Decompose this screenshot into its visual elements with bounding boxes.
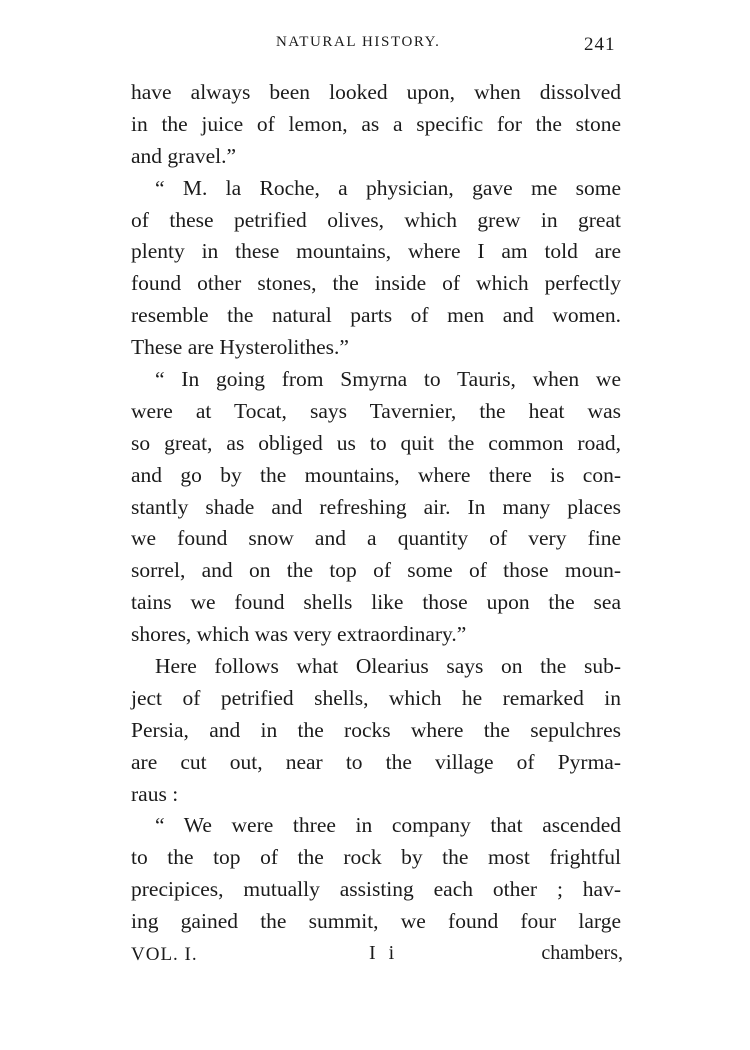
text-line: and gravel.” bbox=[131, 143, 237, 168]
text-line: ject of petrified shells, which he remarked in bbox=[131, 685, 621, 710]
text-line: tains we found shells like those upon the sea bbox=[131, 590, 621, 615]
text-line: resemble the natural parts of men and women. bbox=[131, 303, 621, 328]
text-line: found other stones, the inside of which perfectly bbox=[131, 271, 621, 296]
text-line: ing gained the summit, we found four large bbox=[131, 909, 621, 934]
text-line: These are Hysterolithes.” bbox=[131, 335, 349, 360]
text-line: and go by the mountains, where there is con- bbox=[131, 462, 621, 487]
text-line: Persia, and in the rocks where the sepulchres bbox=[131, 717, 621, 742]
text-line: so great, as obliged us to quit the common road, bbox=[131, 430, 621, 455]
catchword: chambers, bbox=[541, 942, 623, 964]
text-line: raus : bbox=[131, 781, 179, 806]
signature-mark: I i bbox=[369, 942, 399, 964]
text-line: have always been looked upon, when dissolved bbox=[131, 80, 621, 104]
text-line: were at Tocat, says Tavernier, the heat was bbox=[131, 398, 621, 423]
running-title: NATURAL HISTORY. bbox=[276, 34, 441, 50]
text-line: are cut out, near to the village of Pyrma- bbox=[131, 749, 621, 774]
text-line: of these petrified olives, which grew in great bbox=[131, 207, 621, 232]
text-line: “ M. la Roche, a physician, gave me some bbox=[155, 175, 621, 200]
text-line: shores, which was very extraordinary.” bbox=[131, 622, 467, 647]
text-line: we found snow and a quantity of very fine bbox=[131, 526, 621, 551]
text-line: sorrel, and on the top of some of those moun- bbox=[131, 558, 621, 583]
text-line: plenty in these mountains, where I am told are bbox=[131, 239, 621, 264]
volume-mark: VOL. I. bbox=[131, 944, 198, 965]
page-footer bbox=[131, 944, 623, 970]
body-text bbox=[131, 77, 621, 938]
text-line: in the juice of lemon, as a specific for the stone bbox=[131, 111, 621, 136]
text-line: “ We were three in company that ascended bbox=[155, 813, 621, 838]
page-number: 241 bbox=[584, 34, 616, 55]
text-line: Here follows what Olearius says on the sub- bbox=[155, 654, 621, 679]
text-line: “ In going from Smyrna to Tauris, when we bbox=[155, 367, 621, 392]
text-line: precipices, mutually assisting each other ; hav- bbox=[131, 877, 621, 902]
text-line: to the top of the rock by the most frightful bbox=[131, 845, 621, 870]
text-line: stantly shade and refreshing air. In many places bbox=[131, 494, 621, 519]
